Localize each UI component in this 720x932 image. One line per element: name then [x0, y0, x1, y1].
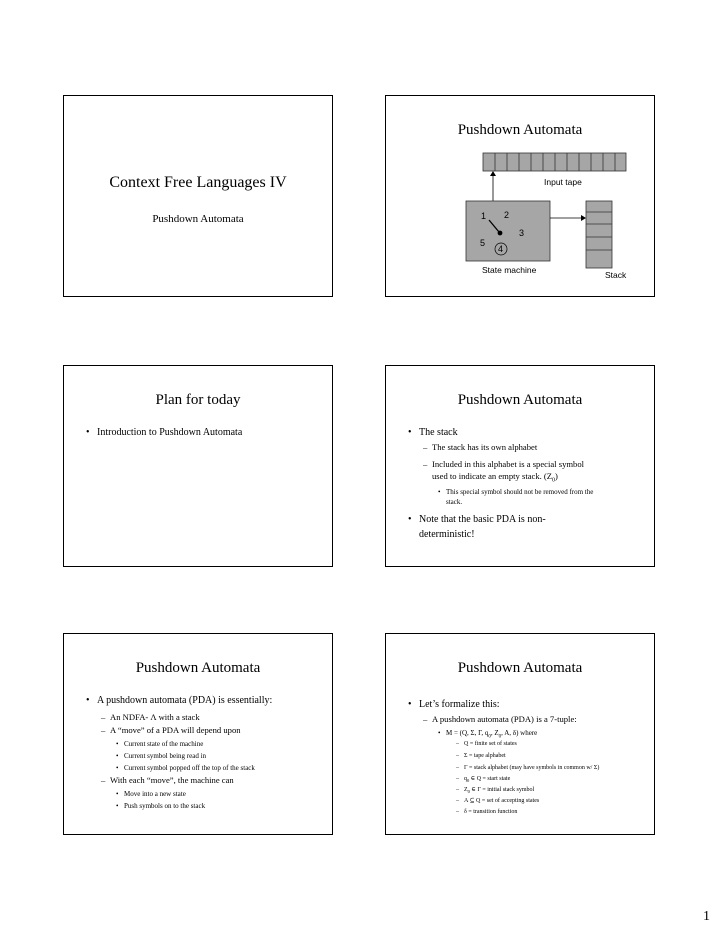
sub-sub-bullet-text: Current symbol popped off the top of the stack: [124, 764, 255, 772]
slide-title: Pushdown Automata: [457, 122, 583, 138]
bullet-text: Introduction to Pushdown Automata: [97, 427, 243, 438]
slide-6: [385, 633, 655, 835]
subscript: 0: [467, 778, 470, 784]
def-text: A ⊆ Q = set of accepting states: [464, 798, 540, 804]
sub-sub-bullet-text: Current state of the machine: [124, 740, 204, 748]
sub-sub-bullet-text: This special symbol should not be removed from the: [446, 488, 594, 496]
page-number: 1: [703, 909, 710, 924]
state-3: 3: [519, 228, 525, 238]
bullet-text: The stack: [419, 427, 458, 438]
input-tape-label: Input tape: [544, 177, 582, 187]
sub-sub-bullet-marker: •: [438, 488, 441, 496]
sub-sub-bullet-marker: •: [116, 740, 119, 748]
sub-bullet-marker: –: [101, 775, 106, 785]
subscript: 0: [552, 477, 556, 484]
sub-bullet-marker: –: [423, 714, 428, 724]
slide-4: [385, 365, 655, 567]
sub-sub-bullet-text: Push symbols on to the stack: [124, 802, 206, 810]
sub-sub-bullet-text: Move into a new state: [124, 790, 186, 798]
bullet-text: A pushdown automata (PDA) is essentially:: [97, 695, 273, 706]
def-marker: –: [456, 741, 459, 747]
sub-sub-bullet-marker: •: [116, 790, 119, 798]
def-marker: –: [456, 809, 459, 815]
slide-5: [63, 633, 333, 835]
state-pointer-dot: [498, 231, 503, 236]
slide-2: [385, 95, 655, 297]
bullet-marker: •: [86, 427, 90, 438]
sub-bullet-text: The stack has its own alphabet: [432, 442, 538, 452]
state-4: 4: [498, 244, 504, 254]
bullet-text: Note that the basic PDA is non-: [419, 514, 546, 525]
text: used to indicate an empty stack. (Z: [432, 471, 553, 481]
sub-bullet-marker: –: [423, 459, 428, 469]
def-marker: –: [456, 753, 459, 759]
sub-bullet-text: With each “move”, the machine can: [110, 775, 234, 785]
stack: [586, 201, 612, 268]
sub-sub-bullet-text: Current symbol being read in: [124, 752, 207, 760]
state-2: 2: [504, 210, 510, 220]
sub-bullet-marker: –: [101, 725, 106, 735]
input-tape: [483, 153, 626, 171]
state-machine-label: State machine: [482, 265, 537, 275]
sub-sub-bullet-marker: •: [116, 764, 119, 772]
slide-title: Pushdown Automata: [457, 660, 583, 676]
sub-bullet-text: A “move” of a PDA will depend upon: [110, 725, 241, 735]
def-marker: –: [456, 776, 459, 782]
slide-subtitle: Pushdown Automata: [152, 213, 244, 225]
text: , A, δ) where: [501, 729, 538, 737]
sub-bullet-text-cont: [432, 470, 558, 487]
slide-title: Pushdown Automata: [135, 660, 261, 676]
text: ∈ Γ = initial stack symbol: [469, 787, 535, 793]
sub-sub-bullet-marker: •: [438, 729, 441, 737]
sub-sub-bullet-marker: •: [116, 802, 119, 810]
bullet-text: Let’s formalize this:: [419, 699, 500, 710]
def-text: Γ = stack alphabet (may have symbols in common w/ Σ): [464, 765, 600, 771]
slide-title: Pushdown Automata: [457, 392, 583, 408]
sub-sub-bullet-marker: •: [116, 752, 119, 760]
slide-1: [63, 95, 333, 297]
text: ): [555, 471, 558, 481]
text: ∈ Q = start state: [469, 776, 511, 782]
bullet-marker: •: [86, 695, 90, 706]
state-5: 5: [480, 238, 486, 248]
def-text: Σ = tape alphabet: [464, 753, 506, 759]
slide-title: Plan for today: [155, 392, 241, 408]
def-marker: –: [456, 798, 459, 804]
slide-title: Context Free Languages IV: [109, 174, 287, 191]
text: q: [464, 776, 467, 782]
text: M = (Q, Σ, Γ, q: [446, 729, 489, 737]
sub-bullet-marker: –: [101, 712, 106, 722]
text: Z: [464, 787, 468, 793]
text: , Z: [490, 729, 499, 737]
subscript: 0: [488, 734, 491, 740]
sub-bullet-marker: –: [423, 442, 428, 452]
pda-diagram: [386, 96, 656, 298]
bullet-marker: •: [408, 699, 412, 710]
def-text: δ = transition function: [464, 809, 518, 815]
def-text: Q = finite set of states: [464, 741, 517, 747]
state-1: 1: [481, 211, 487, 221]
subscript: 0: [467, 789, 470, 795]
def-marker: –: [456, 765, 459, 771]
bullet-marker: •: [408, 427, 412, 438]
bullet-text-cont: deterministic!: [419, 529, 475, 540]
sub-bullet-text: Included in this alphabet is a special symbol: [432, 459, 585, 469]
def-marker: –: [456, 787, 459, 793]
sub-bullet-text: A pushdown automata (PDA) is a 7-tuple:: [432, 714, 577, 724]
subscript: 0: [498, 734, 502, 740]
sub-bullet-text: An NDFA- Λ with a stack: [110, 712, 200, 722]
slide-3: [63, 365, 333, 567]
sub-sub-bullet-text-cont: stack.: [446, 498, 463, 506]
bullet-marker: •: [408, 514, 412, 525]
stack-label: Stack: [605, 270, 627, 280]
